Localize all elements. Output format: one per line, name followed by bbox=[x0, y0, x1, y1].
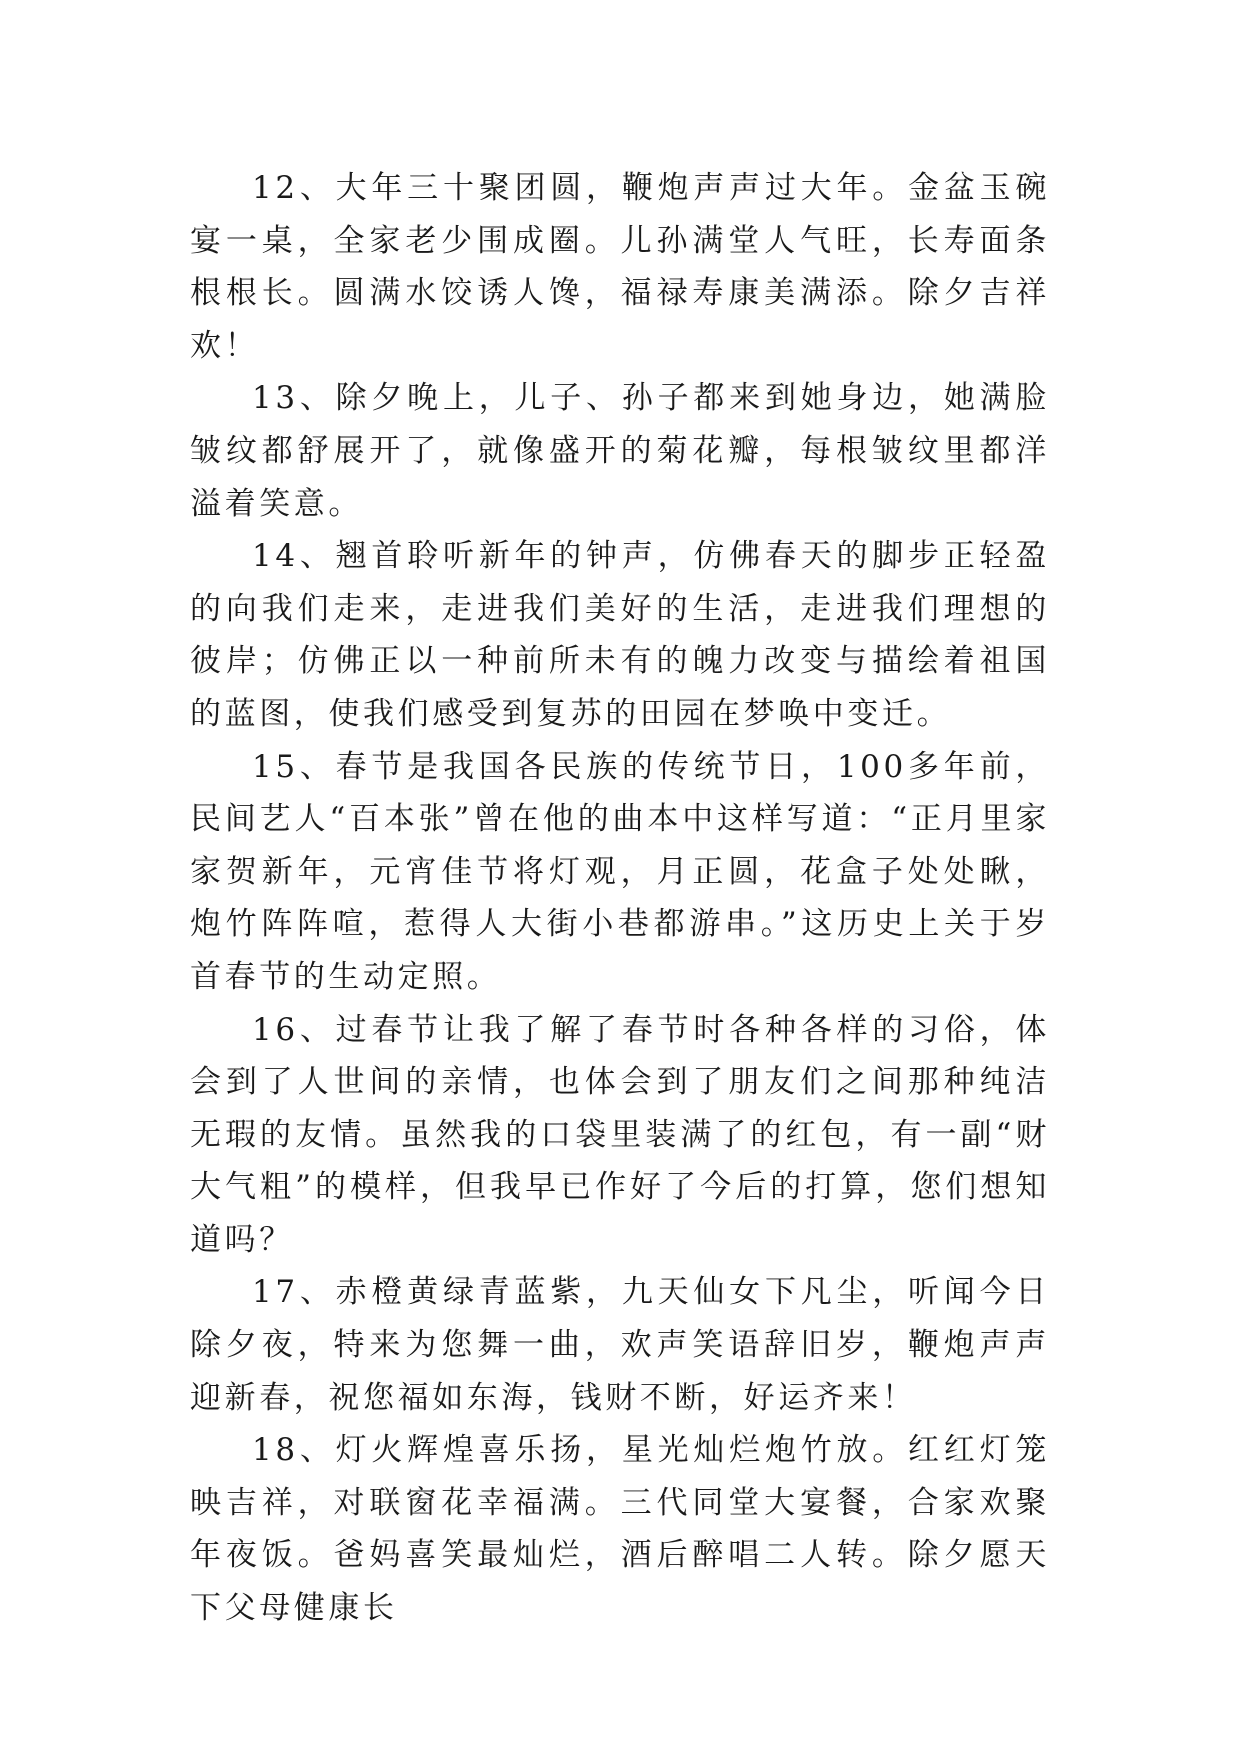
paragraph-15: 15、春节是我国各民族的传统节日，100多年前，民间艺人“百本张”曾在他的曲本中这样写道：“正月里家家贺新年，元宵佳节将灯观，月正圆，花盒子处处瞅，炮竹阵阵喧，惹得人大街小巷都游串。”这历史上关于岁首春节的生动定照。 bbox=[190, 748, 1050, 995]
paragraph-13: 13、除夕晚上，儿子、孙子都来到她身边，她满脸皱纹都舒展开了，就像盛开的菊花瓣，每根皱纹里都洋溢着笑意。 bbox=[190, 380, 1050, 522]
paragraph-12: 12、大年三十聚团圆，鞭炮声声过大年。金盆玉碗宴一桌，全家老少围成圈。儿孙满堂人气旺，长寿面条根根长。圆满水饺诱人馋，福禄寿康美满添。除夕吉祥欢！ bbox=[190, 170, 1050, 364]
paragraph-16: 16、过春节让我了解了春节时各种各样的习俗，体会到了人世间的亲情，也体会到了朋友们之间那种纯洁无瑕的友情。虽然我的口袋里装满了的红包，有一副“财大气粗”的模样，但我早已作好了今后的打算，您们想知道吗？ bbox=[190, 1011, 1050, 1258]
paragraph-17: 17、赤橙黄绿青蓝紫，九天仙女下凡尘，听闻今日除夕夜，特来为您舞一曲，欢声笑语辞旧岁，鞭炮声声迎新春，祝您福如东海，钱财不断，好运齐来！ bbox=[190, 1274, 1050, 1416]
paragraph-18: 18、灯火辉煌喜乐扬，星光灿烂炮竹放。红红灯笼映吉祥，对联窗花幸福满。三代同堂大宴餐，合家欢聚年夜饭。爸妈喜笑最灿烂，酒后醉唱二人转。除夕愿天下父母健康长 bbox=[190, 1432, 1050, 1627]
document-body bbox=[190, 162, 1050, 1635]
paragraph-14: 14、翘首聆听新年的钟声，仿佛春天的脚步正轻盈的向我们走来，走进我们美好的生活，走进我们理想的彼岸；仿佛正以一种前所未有的魄力改变与描绘着祖国的蓝图，使我们感受到复苏的田园在梦唤中变迁。 bbox=[190, 538, 1050, 732]
